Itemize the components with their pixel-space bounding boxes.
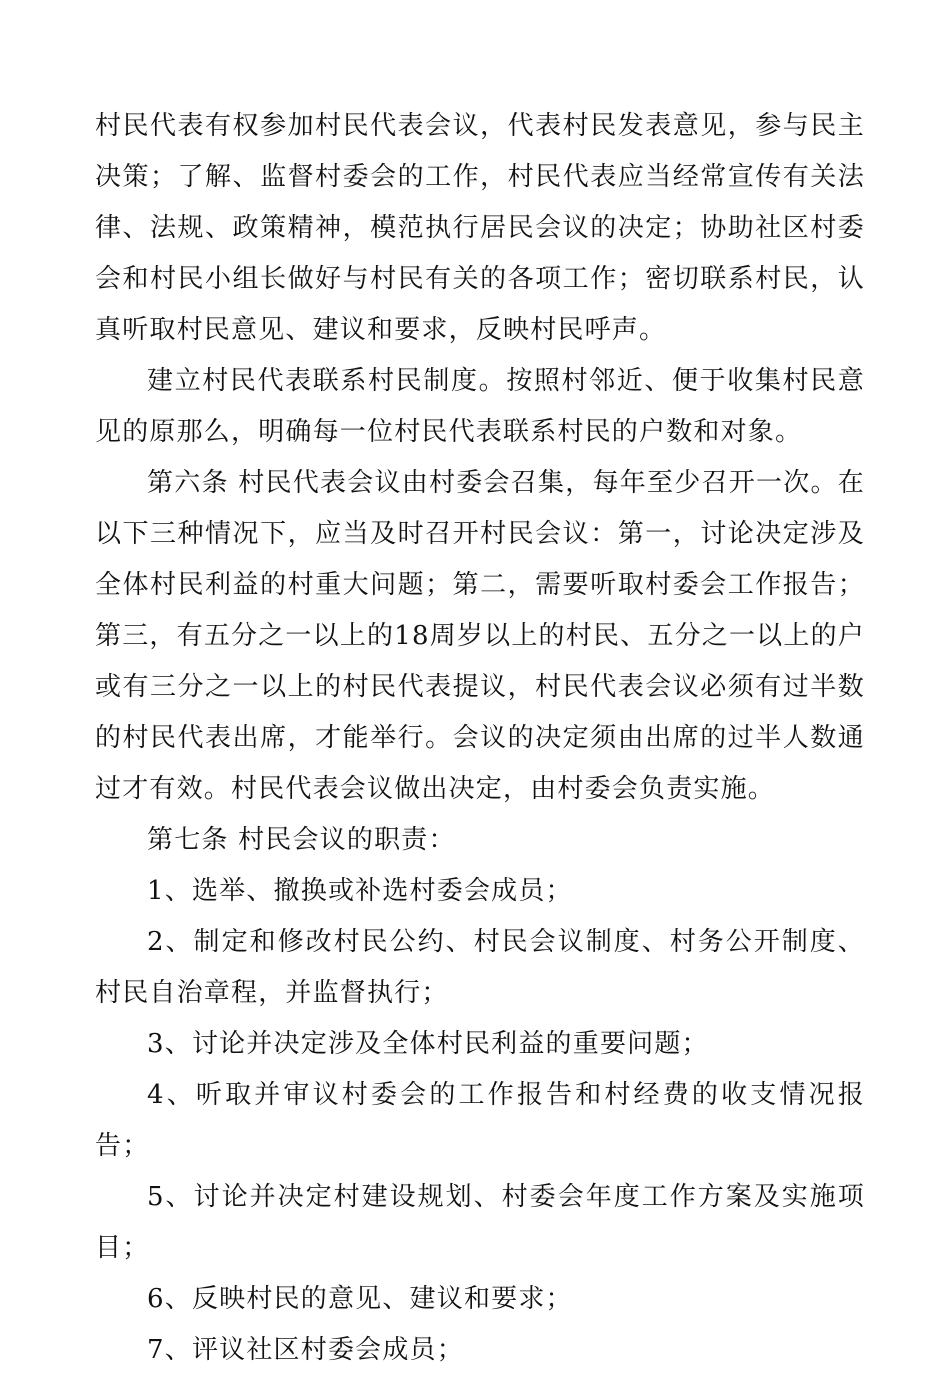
paragraph-article-7-heading: 第七条 村民会议的职责：: [147, 825, 456, 855]
list-item-duty-1: 1、选举、撤换或补选村委会成员；: [147, 876, 573, 906]
document-body: [95, 101, 865, 1376]
paragraph-contact-system: 建立村民代表联系村民制度。按照村邻近、便于收集村民意见的原那么，明确每一位村民代表联系村民的户数和对象。: [95, 366, 865, 447]
paragraph-article-6: 第六条 村民代表会议由村委会召集，每年至少召开一次。在以下三种情况下，应当及时召开村民会议：第一，讨论决定涉及全体村民利益的村重大问题；第二，需要听取村委会工作报告；第三，有五分之一以上的18周岁以上的村民、五分之一以上的户或有三分之一以上的村民代表提议，村民代表会议必须有过半数的村民代表出席，才能举行。会议的决定须由出席的过半人数通过才有效。村民代表会议做出决定，由村委会负责实施。: [95, 468, 865, 804]
list-item-duty-3: 3、讨论并决定涉及全体村民利益的重要问题；: [147, 1029, 709, 1059]
list-item-duty-4: 4、听取并审议村委会的工作报告和村经费的收支情况报告；: [95, 1080, 865, 1161]
paragraph-representative-rights: 村民代表有权参加村民代表会议，代表村民发表意见，参与民主决策；了解、监督村委会的工作，村民代表应当经常宣传有关法律、法规、政策精神，模范执行居民会议的决定；协助社区村委会和村民小组长做好与村民有关的各项工作；密切联系村民，认真听取村民意见、建议和要求，反映村民呼声。: [95, 111, 865, 345]
list-item-duty-2: 2、制定和修改村民公约、村民会议制度、村务公开制度、村民自治章程，并监督执行；: [95, 927, 865, 1008]
list-item-duty-5: 5、讨论并决定村建设规划、村委会年度工作方案及实施项目；: [95, 1182, 865, 1263]
list-item-duty-6: 6、反映村民的意见、建议和要求；: [147, 1284, 573, 1314]
list-item-duty-7: 7、评议社区村委会成员；: [147, 1335, 464, 1365]
